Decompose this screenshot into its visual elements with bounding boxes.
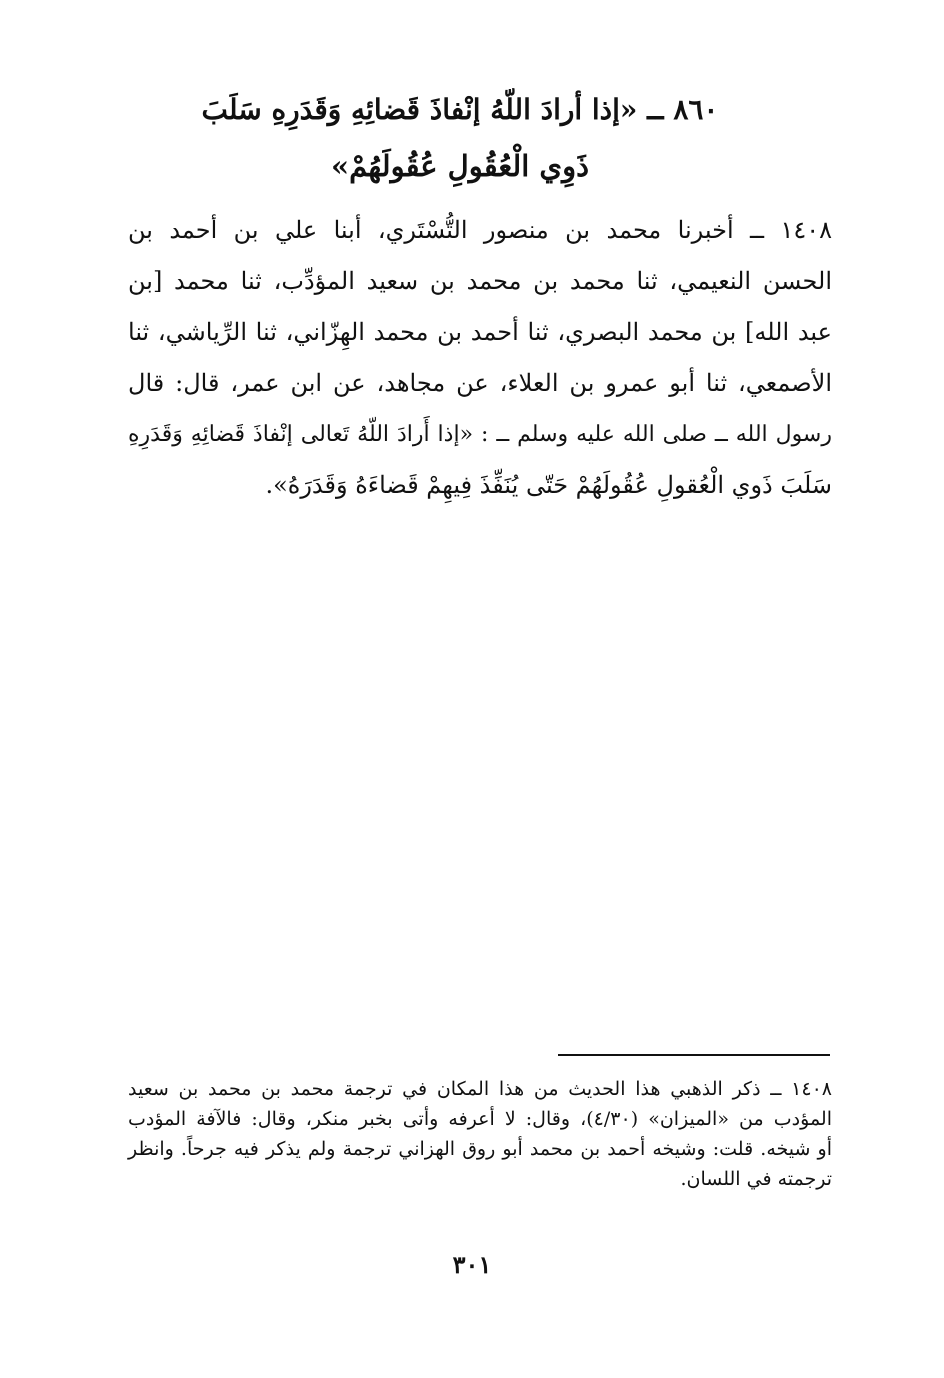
heading-line: ذَوِي الْعُقُولِ عُقُولَهُمْ» — [331, 149, 589, 183]
page-number: ٣٠١ — [452, 1250, 492, 1279]
footnote-line: ١٤٠٨ ــ ذكر الذهبي هذا الحديث من هذا المكان في ترجمة محمد بن محمد بن سعيد — [128, 1078, 832, 1100]
footnote — [128, 1074, 832, 1194]
footnote-line: المؤدب من «الميزان» (٤/٣٠)، وقال: لا أعرفه وأتى بخبر منكر، وقال: فالآفة المؤدب — [128, 1108, 833, 1130]
text-line: سَلَبَ ذَوي الْعُقولِ عُقُولَهُمْ حَتّى يُنَفِّذَ فِيهِمْ قَضاءَهُ وَقَدَرَهُ». — [265, 471, 832, 499]
text-line: عبد الله] بن محمد البصري، ثنا أحمد بن محمد الهِزّاني، ثنا الرِّياشي، ثنا — [128, 318, 832, 346]
hadith-text — [128, 205, 832, 511]
text-line: الحسن النعيمي، ثنا محمد بن محمد بن سعيد المؤدِّب، ثنا محمد [بن — [128, 267, 833, 295]
footnote-line: أو شيخه. قلت: وشيخه أحمد بن محمد أبو روق الهزاني ترجمة ولم يذكر فيه جرحاً. وانظر — [128, 1138, 832, 1160]
text-line: ١٤٠٨ ــ أخبرنا محمد بن منصور التُّسْتَري، أبنا علي بن أحمد بن — [128, 216, 832, 244]
text-line: رسول الله ــ صلى الله عليه وسلم ــ : «إذا أَرادَ اللّهُ تَعالى إنْفاذَ قَضائِهِ وَقَدَرِهِ — [128, 422, 832, 447]
footnote-divider — [558, 1054, 830, 1056]
text-line: الأصمعي، ثنا أبو عمرو بن العلاء، عن مجاهد، عن ابن عمر، قال: قال — [128, 369, 832, 397]
hadith-heading — [200, 82, 720, 194]
heading-line: ٨٦٠ ــ «إذا أرادَ اللّهُ إنْفاذَ قَضائِهِ وَقَدَرِهِ سَلَبَ — [201, 93, 719, 126]
footnote-line: ترجمته في اللسان. — [680, 1168, 832, 1190]
